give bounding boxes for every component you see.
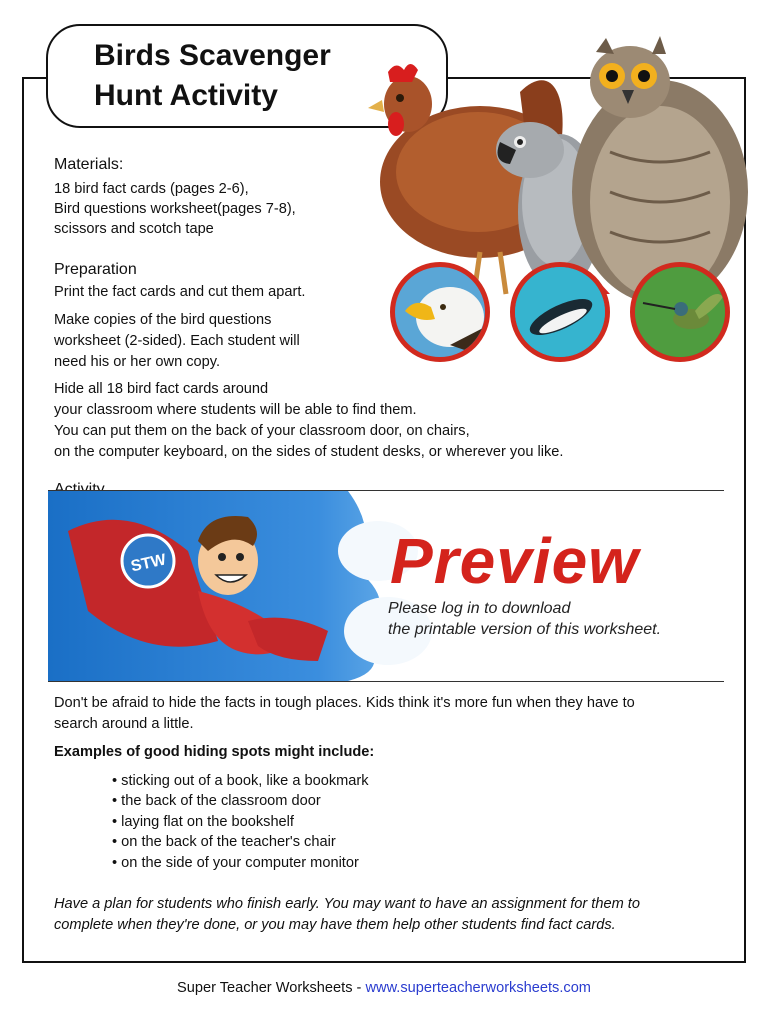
eagle-icon [395, 267, 485, 357]
tips-paragraph-line-1: Don't be afraid to hide the facts in tough places. Kids think it's more fun when they have to [54, 695, 635, 711]
preparation-hide-line-2: your classroom where students will be able to find them. [54, 402, 417, 418]
closing-line-2: complete when they're done, or you may have them help other students find fact cards. [54, 917, 616, 933]
footer [0, 980, 768, 996]
stw-emblem-text: STW [129, 551, 168, 576]
closing-line-1: Have a plan for students who finish early. You may want to have an assignment for them to [54, 896, 640, 912]
owl-image [572, 36, 748, 302]
preparation-copies-line-2: worksheet (2-sided). Each student will [54, 333, 300, 349]
title-line-2: Hunt Activity [94, 79, 278, 112]
preparation-hide-line-3: You can put them on the back of your classroom door, on chairs, [54, 423, 470, 439]
banner-bottom-line [48, 681, 724, 682]
preparation-copies-line-1: Make copies of the bird questions [54, 312, 272, 328]
materials-heading-text: Materials [54, 156, 119, 173]
materials-heading [54, 155, 123, 176]
list-item: • on the side of your computer monitor [112, 855, 359, 871]
title-line-1: Birds Scavenger [94, 39, 331, 72]
preparation-step-print: Print the fact cards and cut them apart. [54, 284, 306, 300]
eagle-photo [390, 262, 490, 362]
hummingbird-photo [630, 262, 730, 362]
hummingbird-icon [635, 267, 725, 357]
preparation-hide-line-4: on the computer keyboard, on the sides of student desks, or wherever you like. [54, 444, 564, 460]
preparation-copies-line-3: need his or her own copy. [54, 354, 221, 370]
preparation-heading: Preparation [54, 261, 137, 278]
preview-login-line-2: the printable version of this worksheet. [388, 621, 662, 638]
materials-line-1: 18 bird fact cards (pages 2-6), [54, 181, 249, 197]
list-item: • on the back of the teacher's chair [112, 834, 336, 850]
footer-link[interactable]: www.superteacherworksheets.com [365, 980, 591, 996]
tips-paragraph-line-2: search around a little. [54, 716, 194, 732]
preparation-hide-line-1: Hide all 18 bird fact cards around [54, 381, 269, 397]
penguin-icon [515, 267, 605, 357]
materials-line-3: scissors and scotch tape [54, 221, 214, 237]
materials-line-2: Bird questions worksheet(pages 7-8), [54, 201, 296, 217]
list-item: • sticking out of a book, like a bookmark [112, 773, 369, 789]
examples-heading: Examples of good hiding spots might include: [54, 744, 375, 760]
penguin-photo [510, 262, 610, 362]
list-item: • the back of the classroom door [112, 793, 321, 809]
list-item: • laying flat on the bookshelf [112, 814, 294, 830]
footer-text: Super Teacher Worksheets - [177, 980, 366, 996]
preview-title: Preview [390, 525, 639, 597]
preview-login-line-1: Please log in to download [388, 600, 571, 617]
materials-heading-colon: : [118, 156, 124, 173]
